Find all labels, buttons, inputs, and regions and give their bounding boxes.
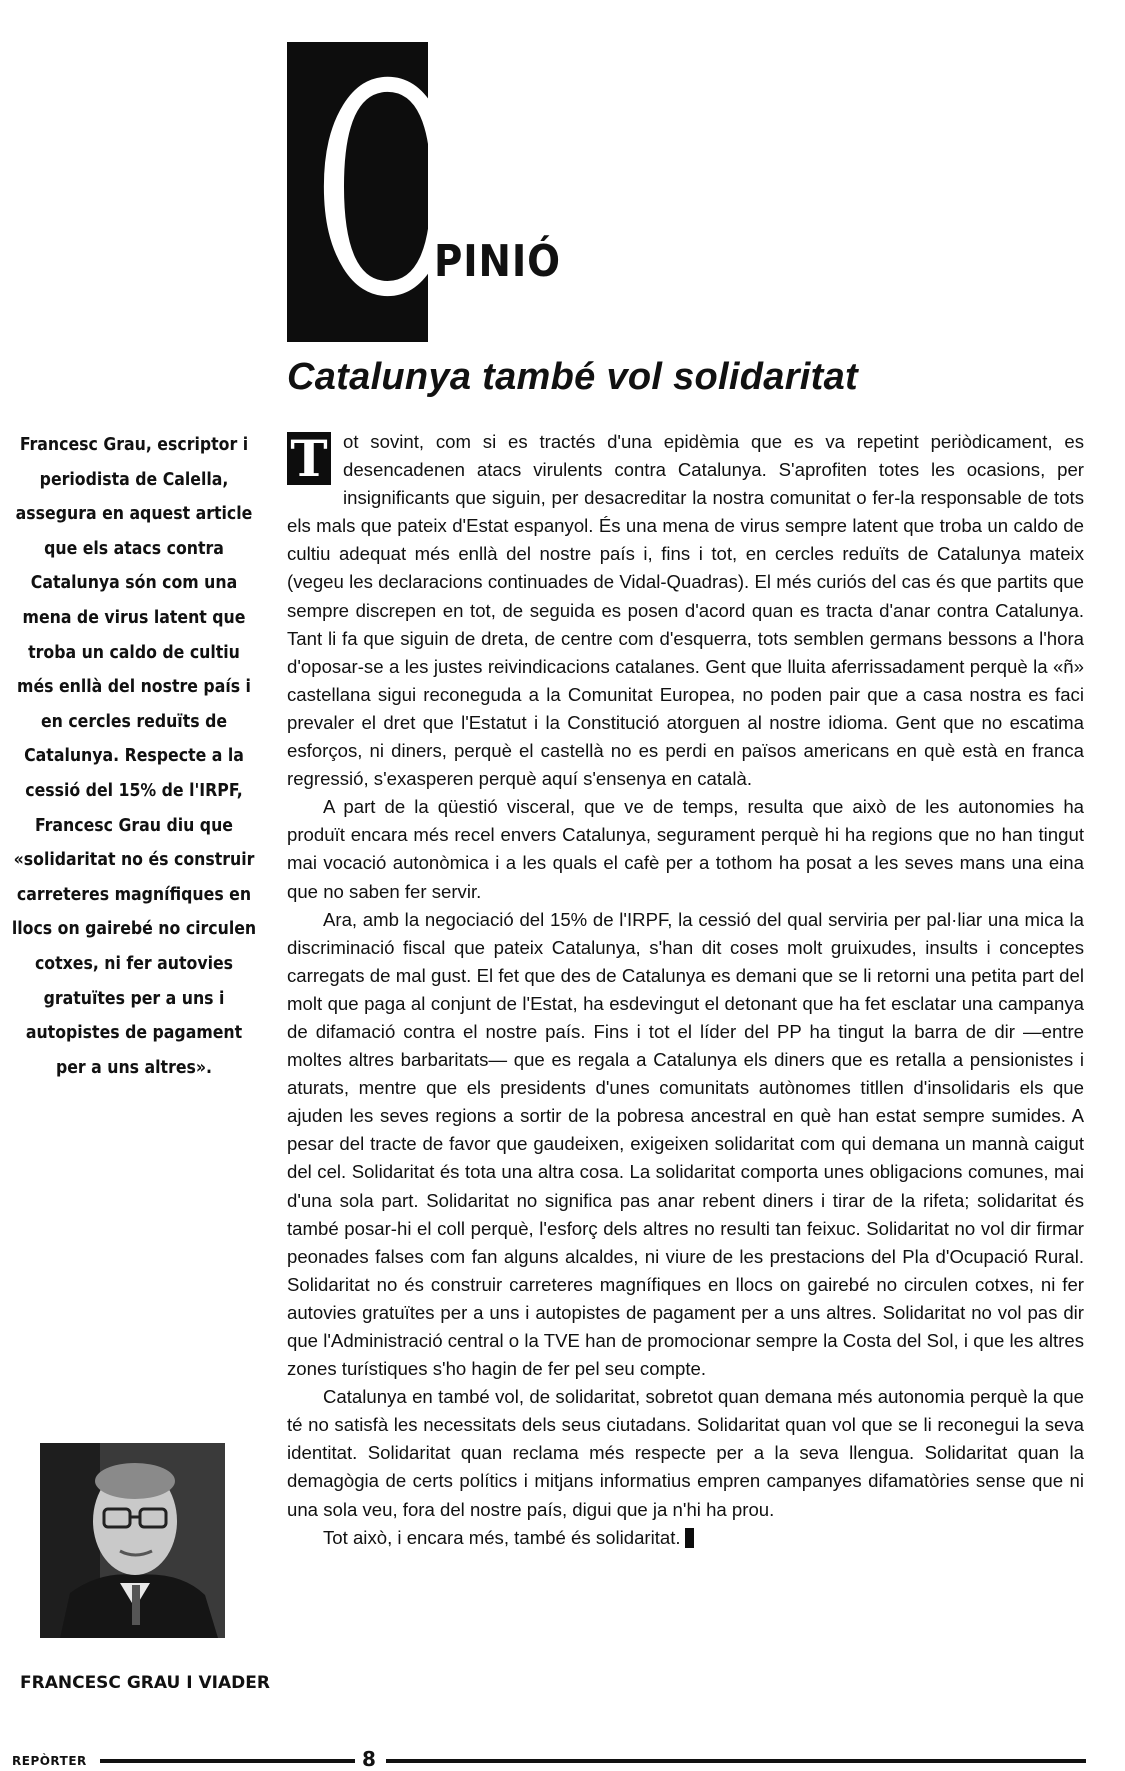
footer-rule-left: [100, 1759, 355, 1763]
drop-cap: T: [287, 432, 331, 485]
paragraph-1: [287, 428, 1084, 793]
article-body: [287, 428, 1084, 1552]
paragraph-1-text: ot sovint, com si es tractés d'una epidèmia que es va repetint periòdicament, es desencadenen atacs virulents contra Catalunya. S'aprofiten totes les ocasions, per insignificants que siguin, per desacreditar la nostra comunitat o fer-la responsable de tots els mals que pateix d'Estat espanyol. És una mena de virus sempre latent que troba un caldo de cultiu adequat més enllà del nostre país i, fins i tot, en cercles reduïts de Catalunya mateix (vegeu les declaracions continuades de Vidal-Quadras). El més curiós del cas és que partits que sempre discrepen en tot, de seguida es posen d'acord quan es tracta d'anar contra Catalunya. Tant li fa que siguin de dreta, de centre com d'esquerra, tots semblen germans bessons a l'hora d'oposar-se a les justes reivindicacions catalanes. Gent que lluita aferrissadament perquè la «ñ» castellana sigui reconeguda a la Comunitat Europea, no poden pair que a casa nostra es faci prevaler el dret que l'Estatut i la Constitució atorguen al nostre idioma. Gent que no escatima esforços, ni diners, perquè el castellà no es perdi en països americans en què està en franca regressió, s'exasperen perquè aquí s'ensenya en català.: [287, 431, 1084, 790]
summary-text: Francesc Grau, escriptor i periodista de Calella, assegura en aquest article que els atacs contra Catalunya són com una mena de virus latent que troba un caldo de cultiu més enllà del nostre país i en cercles reduïts de Catalunya. Respecte a la cessió del 15% de l'IRPF, Francesc Grau diu que «solidaritat no és construir carreteres magnífiques en llocs on gairebé no circulen cotxes, ni fer autovies gratuïtes per a uns i autopistes de pagament per a uns altres».: [11, 435, 257, 1078]
section-title: PINIÓ: [434, 236, 561, 287]
section-initial-letter: O: [313, 24, 462, 361]
section-initial-block: [287, 24, 462, 361]
end-of-article-mark: [685, 1528, 694, 1548]
page-number: 8: [362, 1747, 376, 1771]
paragraph-5-text: Tot això, i encara més, també és solidaritat.: [323, 1526, 681, 1548]
paragraph-2: A part de la qüestió visceral, que ve de temps, resulta que això de les autonomies ha produït encara més recel envers Catalunya, segurament perquè hi ha regions que no han tingut mai vocació autonòmica i a les quals el cafè per a tothom ha posat a les seves mans una eina que no saben fer servir.: [287, 796, 1084, 902]
author-name: FRANCESC GRAU I VIADER: [20, 1673, 270, 1693]
paragraph-5: [287, 1524, 1084, 1552]
article-headline: Catalunya també vol solidaritat: [287, 356, 859, 398]
article-summary-sidebar: [10, 428, 258, 1085]
paragraph-3: Ara, amb la negociació del 15% de l'IRPF, la cessió del qual serviria per pal·liar una mica la discriminació fiscal que pateix Catalunya, s'han dit coses molt gruixudes, insults i conceptes carregats de mal gust. El fet que des de Catalunya es demani que se li retorni una petita part del molt que paga al conjunt de l'Estat, ha esdevingut el detonant que ha fet esclatar una campanya de difamació contra el nostre país. Fins i tot el líder del PP ha tingut la barra de dir —entre moltes altres barbaritats— que es regala a Catalunya els diners que es retalla a pensionistes i aturats, mentre que els presidents d'unes comunitats autònomes titllen d'insolidaris els que ajuden les seves regions a sortir de la pobresa ancestral en què han estat sempre sumides. A pesar del tracte de favor que gaudeixen, exigeixen solidaritat com qui demana un mannà caigut del cel. Solidaritat és tota una altra cosa. La solidaritat comporta unes obligacions comunes, mai d'una sola part. Solidaritat no significa pas anar rebent diners i tirar de la rifeta; solidaritat és també posar-hi el coll perquè, l'esforç dels altres no resulti tan feixuc. Solidaritat no vol dir firmar peonades falses com fan alguns alcaldes, ni viure de les prestacions del Pla d'Ocupació Rural. Solidaritat no és construir carreteres magnífiques en llocs on gairebé no circulen cotxes, ni fer autovies gratuïtes per a uns i autopistes de pagament per a uns altres. Solidaritat no vol pas dir que l'Administració central o la TVE han de promocionar sempre la Costa del Sol, i que les altres zones turístiques s'ho hagin de fer pel seu compte.: [287, 908, 1084, 1380]
author-photo: [40, 1443, 225, 1638]
magazine-name: REPÒRTER: [12, 1754, 87, 1768]
paragraph-4: Catalunya en també vol, de solidaritat, sobretot quan demana més autonomia perquè la que té no satisfà les necessitats dels seus ciutadans. Solidaritat quan vol que se li reconegui la seva identitat. Solidaritat quan reclama més respecte per a la seva llengua. Solidaritat quan la demagògia de certs polítics i mitjans informatius empren campanyes difamatòries sense que ni una sola veu, fora del nostre país, digui que ja n'hi ha prou.: [287, 1386, 1084, 1520]
footer-rule-right: [386, 1759, 1086, 1763]
